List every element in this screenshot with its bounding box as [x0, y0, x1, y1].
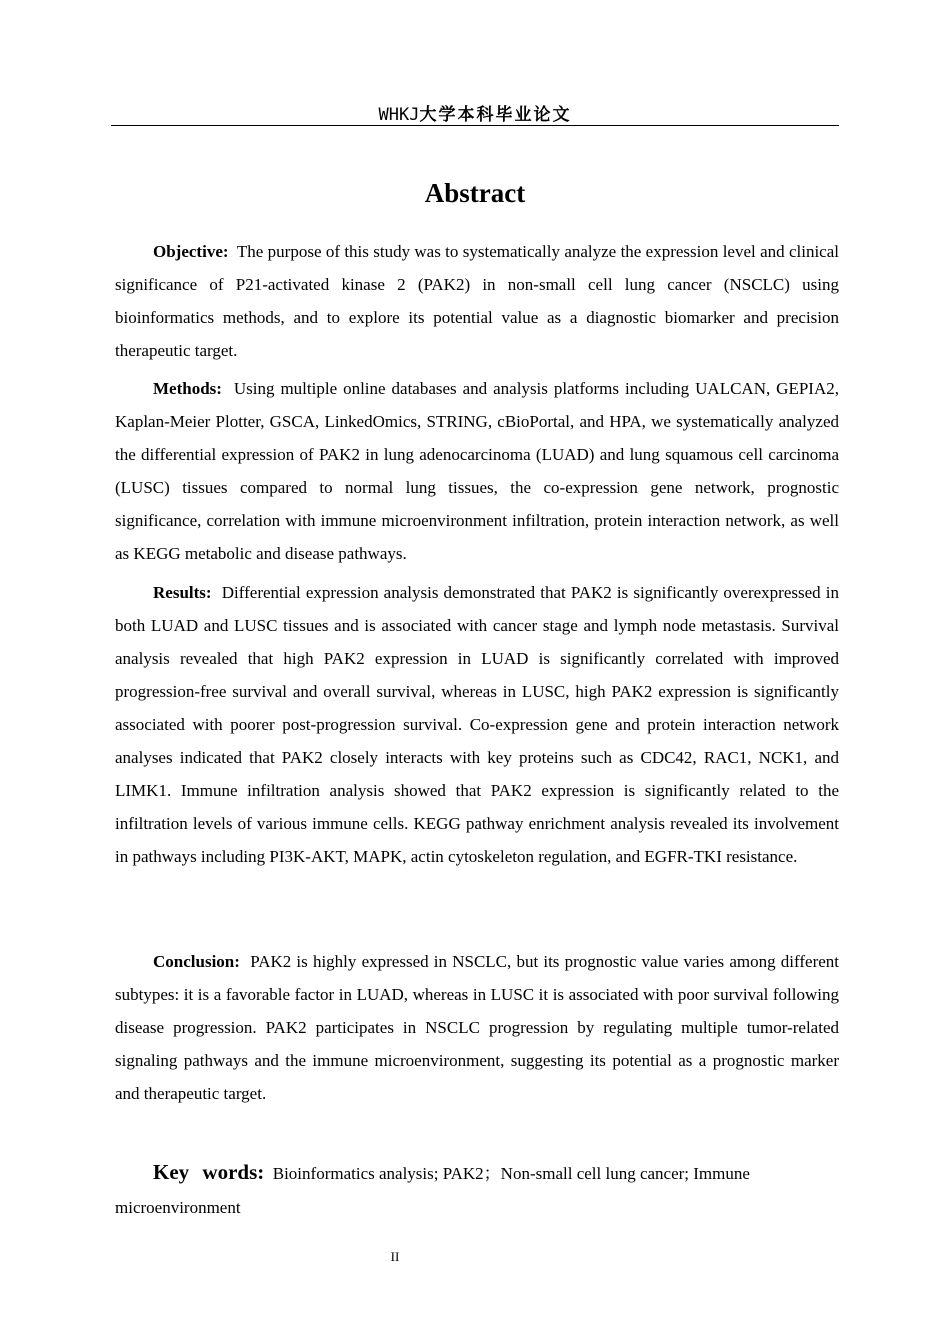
- methods-text: Using multiple online databases and analysis platforms including UALCAN, GEPIA2, Kaplan-Meier Plotter, GSCA, LinkedOmics, STRING, cBioPortal, and HPA, we systematically analyzed the differential expression of PAK2 in lung adenocarcinoma (LUAD) and lung squamous cell carcinoma (LUSC) tissues compared to normal lung tissues, the co-expression gene network, prognostic significance, correlation with immune microenvironment infiltration, protein interaction network, as well as KEGG metabolic and disease pathways.: [115, 379, 839, 563]
- objective-text: The purpose of this study was to systematically analyze the expression level and clinical significance of P21-activated kinase 2 (PAK2) in non-small cell lung cancer (NSCLC) using bioinformatics methods, and to explore its potential value as a diagnostic biomarker and precision therapeutic target.: [115, 242, 839, 360]
- header-latin-text: WHKJ: [378, 105, 420, 125]
- running-header: [111, 104, 839, 126]
- conclusion-label: Conclusion:: [153, 952, 240, 971]
- page-title: Abstract: [424, 178, 526, 208]
- methods-paragraph: [115, 372, 839, 570]
- keywords-label: Key words:: [153, 1160, 265, 1184]
- keywords-text: Bioinformatics analysis; PAK2；Non-small cell lung cancer; Immune microenvironment: [115, 1164, 750, 1217]
- page-number: II: [390, 1249, 400, 1264]
- objective-label: Objective:: [153, 242, 229, 261]
- results-paragraph: [115, 576, 839, 873]
- header-rule: [111, 125, 839, 126]
- methods-label: Methods:: [153, 379, 222, 398]
- header-cjk-text: 大学本科毕业论文: [419, 105, 572, 125]
- objective-paragraph: [115, 235, 839, 367]
- results-text: Differential expression analysis demonstrated that PAK2 is significantly overexpressed in both LUAD and LUSC tissues and is associated with cancer stage and lymph node metastasis. Survival analysis revealed that high PAK2 expression in LUAD is significantly correlated with improved progression-free survival and overall survival, whereas in LUSC, high PAK2 expression is significantly associated with poorer post-progression survival. Co-expression gene and protein interaction network analyses indicated that PAK2 closely interacts with key proteins such as CDC42, RAC1, NCK1, and LIMK1. Immune infiltration analysis showed that PAK2 expression is significantly related to the infiltration levels of various immune cells. KEGG pathway enrichment analysis revealed its involvement in pathways including PI3K-AKT, MAPK, actin cytoskeleton regulation, and EGFR-TKI resistance.: [115, 583, 839, 866]
- conclusion-paragraph: [115, 945, 839, 1110]
- keywords-paragraph: [115, 1155, 839, 1225]
- conclusion-text: PAK2 is highly expressed in NSCLC, but its prognostic value varies among different subtypes: it is a favorable factor in LUAD, whereas in LUSC it is associated with poor survival following disease progression. PAK2 participates in NSCLC progression by regulating multiple tumor-related signaling pathways and the immune microenvironment, suggesting its potential as a prognostic marker and therapeutic target.: [115, 952, 840, 1103]
- results-label: Results:: [153, 583, 212, 602]
